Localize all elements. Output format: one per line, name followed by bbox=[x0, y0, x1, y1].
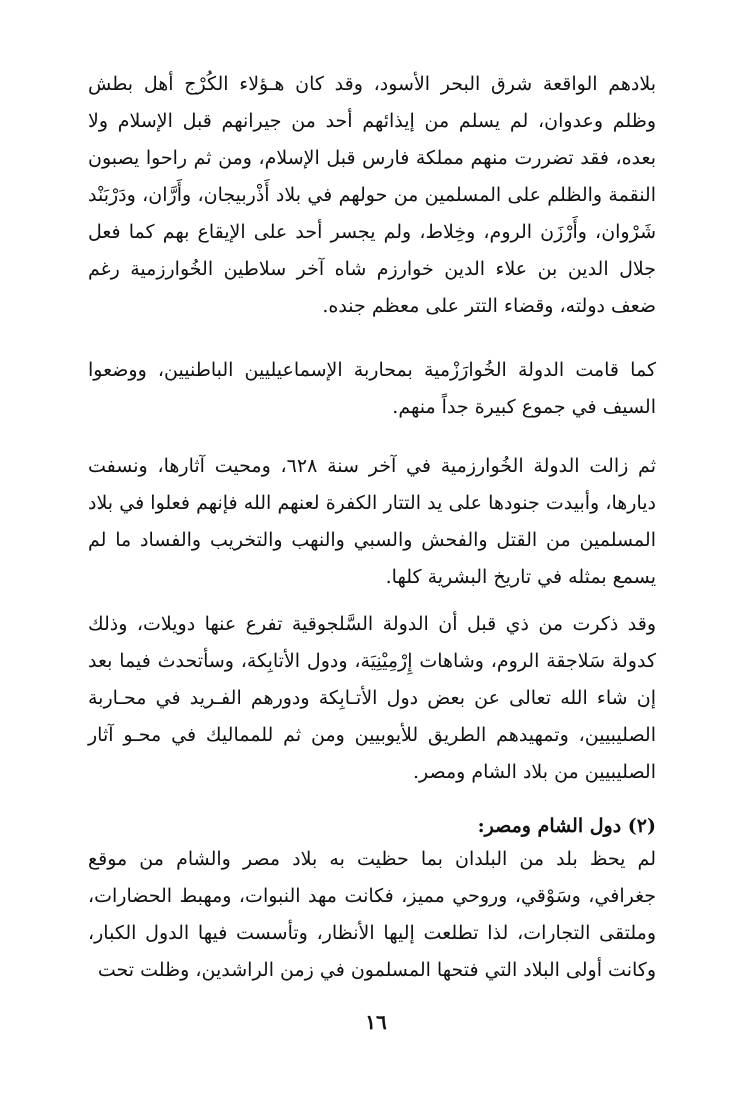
paragraph-sham-egypt: لم يحظ بلد من البلدان بما حظيت به بلاد مصر والشام من موقع جغرافي، وسَوْقي، وروحي مميز، فكانت مهد النبوات، ومهبط الحضارات، وملتقى التجارات، لذا تطلعت إليها الأنظار، وتأسست فيها الدول الكبار، وكانت أولى البلاد التي فتحها المسلمون في زمن الراشدين، وظلت تحت bbox=[88, 848, 656, 981]
section-heading: (٢) دول الشام ومصر: bbox=[477, 815, 656, 837]
paragraph-khwarazmian-ismailis: كما قامت الدولة الخُوارَزْمية بمحاربة الإسماعيليين الباطنيين، ووضعوا السيف في جموع كبيرة جداً منهم. bbox=[88, 359, 656, 418]
paragraph-khwarazmian-fall: ثم زالت الدولة الخُوارزمية في آخر سنة ٦٢٨، ومحيت آثارها، ونسفت ديارها، وأبيدت جنودها على يد التتار الكفرة لعنهم الله فإنهم فعلوا في بلاد المسلمين من القتل والفحش والسبي والنهب والتخريب والفساد ما لم يسمع بمثله في تاريخ البشرية كلها. bbox=[88, 455, 656, 588]
page-number: ١٦ bbox=[365, 1010, 387, 1034]
paragraph-georgians: بلادهم الواقعة شرق البحر الأسود، وقد كان هـؤلاء الكُرْج أهل بطش وظلم وعدوان، لم يسلم من إيذائهم أحد من جيرانهم قبل الإسلام ولا بعده، فقد تضررت منهم مملكة فارس قبل الإسلام، ومن ثم راحوا يصبون النقمة والظلم على المسلمين من حولهم في بلاد أَذْربيجان، وأَرَّان، ودَرْبَنْد شَرْوان، وأَرْزَن الروم، وخِلاط، ولم يجسر أحد على الإيقاع بهم كما فعل جلال الدين بن علاء الدين خوارزم شاه آخر سلاطين الخُوارزمية رغم ضعف دولته، وقضاء التتر على معظم جنده. bbox=[88, 73, 656, 317]
paragraph-seljuk-states: وقد ذكرت من ذي قبل أن الدولة السَّلجوقية تفرع عنها دويلات، وذلك كدولة سَلاجقة الروم، وشاهات إِرْمِيْنِيَة، ودول الأتابِكة، وسأتحدث فيما بعد إن شاء الله تعالى عن بعض دول الأتـابِكة ودورهم الفـريد في محـاربة الصليبيين، وتمهيدهم الطريق للأيوبيين ومن ثم للمماليك في محـو آثار الصليبيين من بلاد الشام ومصر. bbox=[88, 613, 656, 783]
